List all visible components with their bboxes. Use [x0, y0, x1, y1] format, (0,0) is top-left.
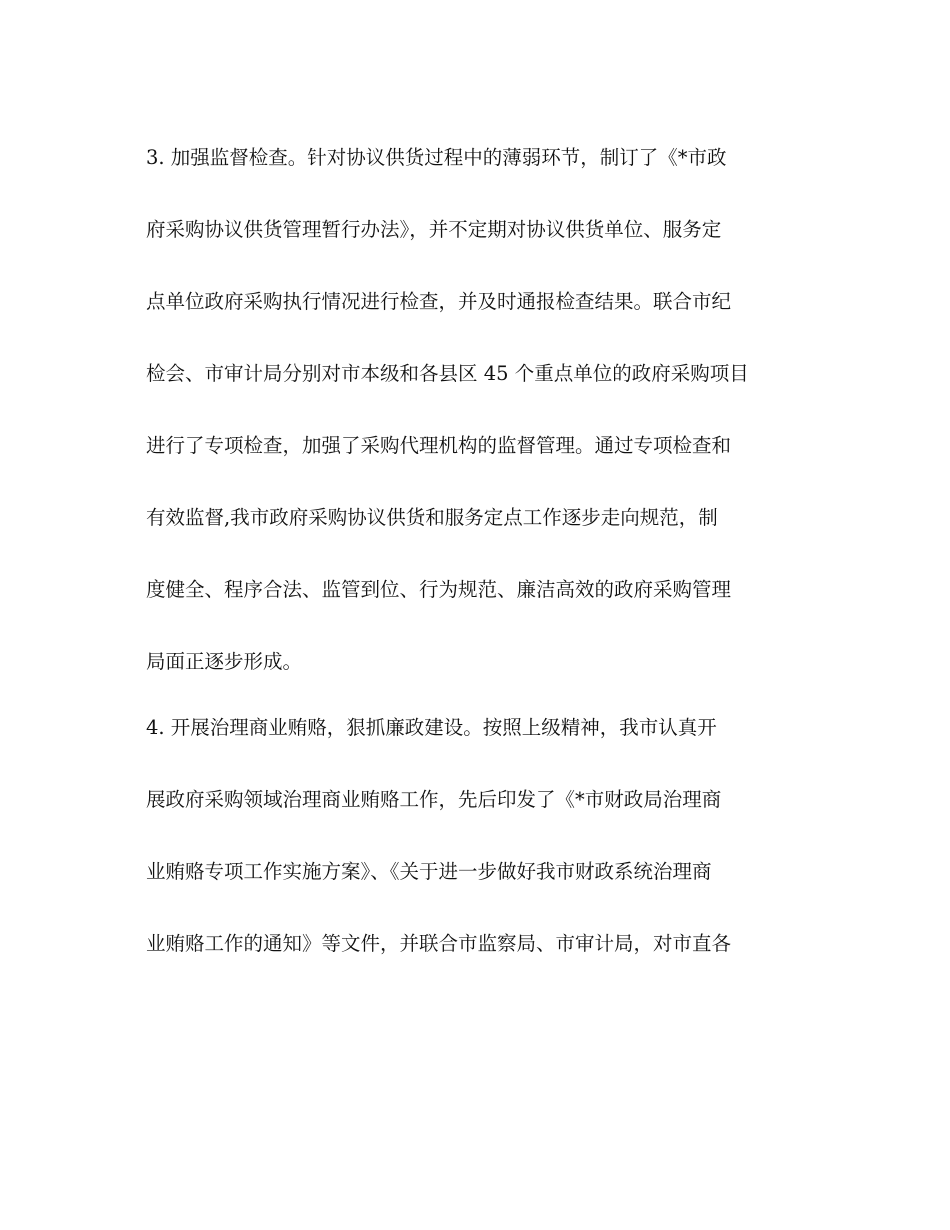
- text-line: 4. 开展治理商业贿赂，狠抓廉政建设。按照上级精神，我市认真开: [146, 716, 717, 739]
- text-line: 业贿赂专项工作实施方案》、《关于进一步做好我市财政系统治理商: [146, 860, 712, 883]
- text-line: 度健全、程序合法、监管到位、行为规范、廉洁高效的政府采购管理: [146, 578, 732, 601]
- text-line: 局面正逐步形成。: [146, 650, 303, 673]
- text-line: 点单位政府采购执行情况进行检查，并及时通报检查结果。联合市纪: [146, 290, 732, 313]
- text-line: 展政府采购领域治理商业贿赂工作，先后印发了《*市财政局治理商: [146, 788, 722, 811]
- text-line: 3. 加强监督检查。针对协议供货过程中的薄弱环节，制订了《*市政: [146, 146, 727, 169]
- text-line: 检会、市审计局分别对市本级和各县区 45 个重点单位的政府采购项目: [146, 362, 749, 385]
- text-line: 业贿赂工作的通知》等文件，并联合市监察局、市审计局，对市直各: [146, 932, 732, 955]
- text-line: 府采购协议供货管理暂行办法》，并不定期对协议供货单位、服务定: [146, 218, 722, 241]
- text-line: 进行了专项检查，加强了采购代理机构的监督管理。通过专项检查和: [146, 434, 732, 457]
- text-line: 有效监督,我市政府采购协议供货和服务定点工作逐步走向规范，制: [146, 506, 718, 529]
